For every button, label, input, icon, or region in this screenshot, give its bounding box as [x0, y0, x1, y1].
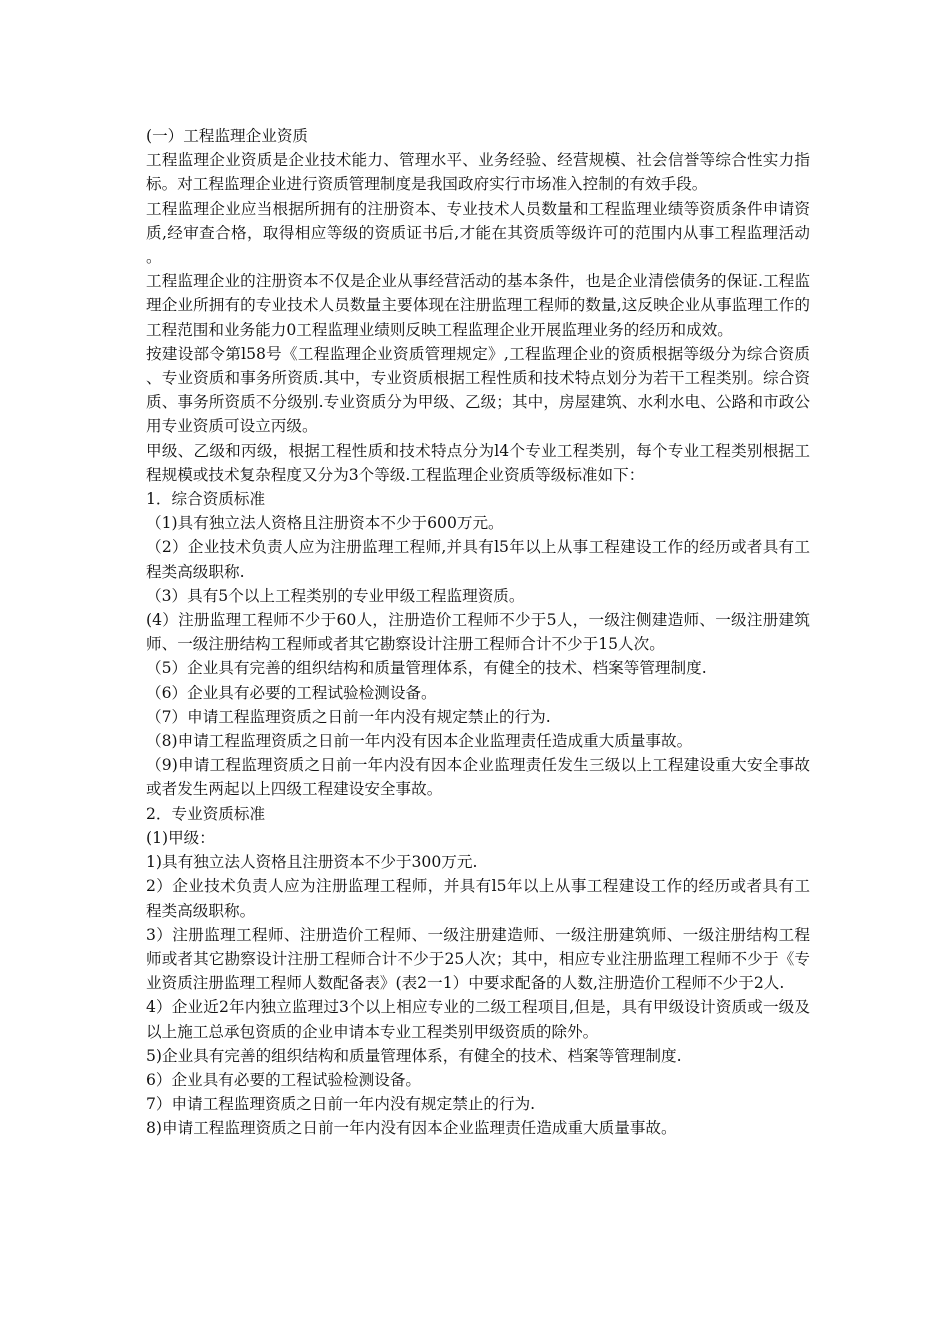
- body-paragraph: 按建设部令第l58号《工程监理企业资质管理规定》,工程监理企业的资质根据等级分为综合资质、专业资质和事务所资质.其中，专业资质根据工程性质和技术特点划分为若干工程类别。综合资质、事务所资质不分级别.专业资质分为甲级、乙级；其中，房屋建筑、水利水电、公路和市政公用专业资质可设立丙级。: [146, 344, 810, 436]
- list-item: 6）企业具有必要的工程试验检测设备。: [146, 1070, 422, 1089]
- list-item: （5）企业具有完善的组织结构和质量管理体系，有健全的技术、档案等管理制度.: [146, 659, 707, 678]
- list-item: 4）企业近2年内独立监理过3个以上相应专业的二级工程项目,但是，具有甲级设计资质或一级及以上施工总承包资质的企业申请本专业工程类别甲级资质的除外。: [146, 998, 810, 1041]
- list-item: （1)具有独立法人资格且注册资本不少于600万元。: [146, 514, 504, 533]
- list-item: 1)具有独立法人资格且注册资本不少于300万元.: [146, 853, 478, 872]
- list-item: 3）注册监理工程师、注册造价工程师、一级注册建造师、一级注册建筑师、一级注册结构工程师或者其它勘察设计注册工程师合计不少于25人次；其中，相应专业注册监理工程师不少于《专业资质注册监理工程师人数配备表》(表2一1）中要求配备的人数,注册造价工程师不少于2人.: [146, 925, 810, 993]
- list-item: （3）具有5个以上工程类别的专业甲级工程监理资质。: [146, 586, 525, 605]
- list-item: （7）申请工程监理资质之日前一年内没有规定禁止的行为.: [146, 707, 551, 726]
- list-item: 7）申请工程监理资质之日前一年内没有规定禁止的行为.: [146, 1095, 536, 1114]
- list-item: 5)企业具有完善的组织结构和质量管理体系，有健全的技术、档案等管理制度.: [146, 1046, 682, 1065]
- body-paragraph: 工程监理企业的注册资本不仅是企业从事经营活动的基本条件，也是企业清偿债务的保证.工程监理企业所拥有的专业技术人员数量主要体现在注册监理工程师的数量,这反映企业从事监理工作的工程范围和业务能力0工程监理业绩则反映工程监理企业开展监理业务的经历和成效。: [146, 272, 810, 339]
- body-paragraph: 工程监理企业资质是企业技术能力、管理水平、业务经验、经营规模、社会信誉等综合性实力指标。对工程监理企业进行资质管理制度是我国政府实行市场准入控制的有效手段。: [146, 151, 810, 194]
- list-item: 8)申请工程监理资质之日前一年内没有因本企业监理责任造成重大质量事故。: [146, 1119, 677, 1138]
- section-heading: (一）工程监理企业资质: [146, 127, 309, 145]
- list-item: (4）注册监理工程师不少于60人，注册造价工程师不少于5人，一级注侧建造师、一级注册建筑师、一级注册结构工程师或者其它勘察设计注册工程师合计不少于15人次。: [146, 611, 810, 654]
- list-item: （6）企业具有必要的工程试验检测设备。: [146, 683, 437, 702]
- list-item: （8)申请工程监理资质之日前一年内没有因本企业监理责任造成重大质量事故。: [146, 732, 693, 751]
- body-paragraph: 工程监理企业应当根据所拥有的注册资本、专业技术人员数量和工程监理业绩等资质条件申请资质,经审查合格，取得相应等级的资质证书后,才能在其资质等级许可的范围内从事工程监理活动。: [146, 199, 810, 267]
- body-paragraph: 甲级、乙级和丙级，根据工程性质和技术特点分为l4个专业工程类别，每个专业工程类别根据工程规模或技术复杂程度又分为3个等级.工程监理企业资质等级标准如下：: [146, 441, 810, 484]
- list-item: （9)申请工程监理资质之日前一年内没有因本企业监理责任发生三级以上工程建设重大安全事故或者发生两起以上四级工程建设安全事故。: [146, 756, 810, 799]
- subsection-heading: 2．专业资质标准: [146, 804, 266, 823]
- subsection-heading: 1．综合资质标准: [146, 490, 266, 509]
- list-item: （2）企业技术负责人应为注册监理工程师,并具有l5年以上从事工程建设工作的经历或者具有工程类高级职称.: [146, 538, 810, 581]
- document-page: [146, 124, 810, 1141]
- list-item: 2）企业技术负责人应为注册监理工程师，并具有l5年以上从事工程建设工作的经历或者具有工程类高级职称。: [146, 877, 810, 920]
- grade-heading: (1)甲级：: [146, 828, 215, 847]
